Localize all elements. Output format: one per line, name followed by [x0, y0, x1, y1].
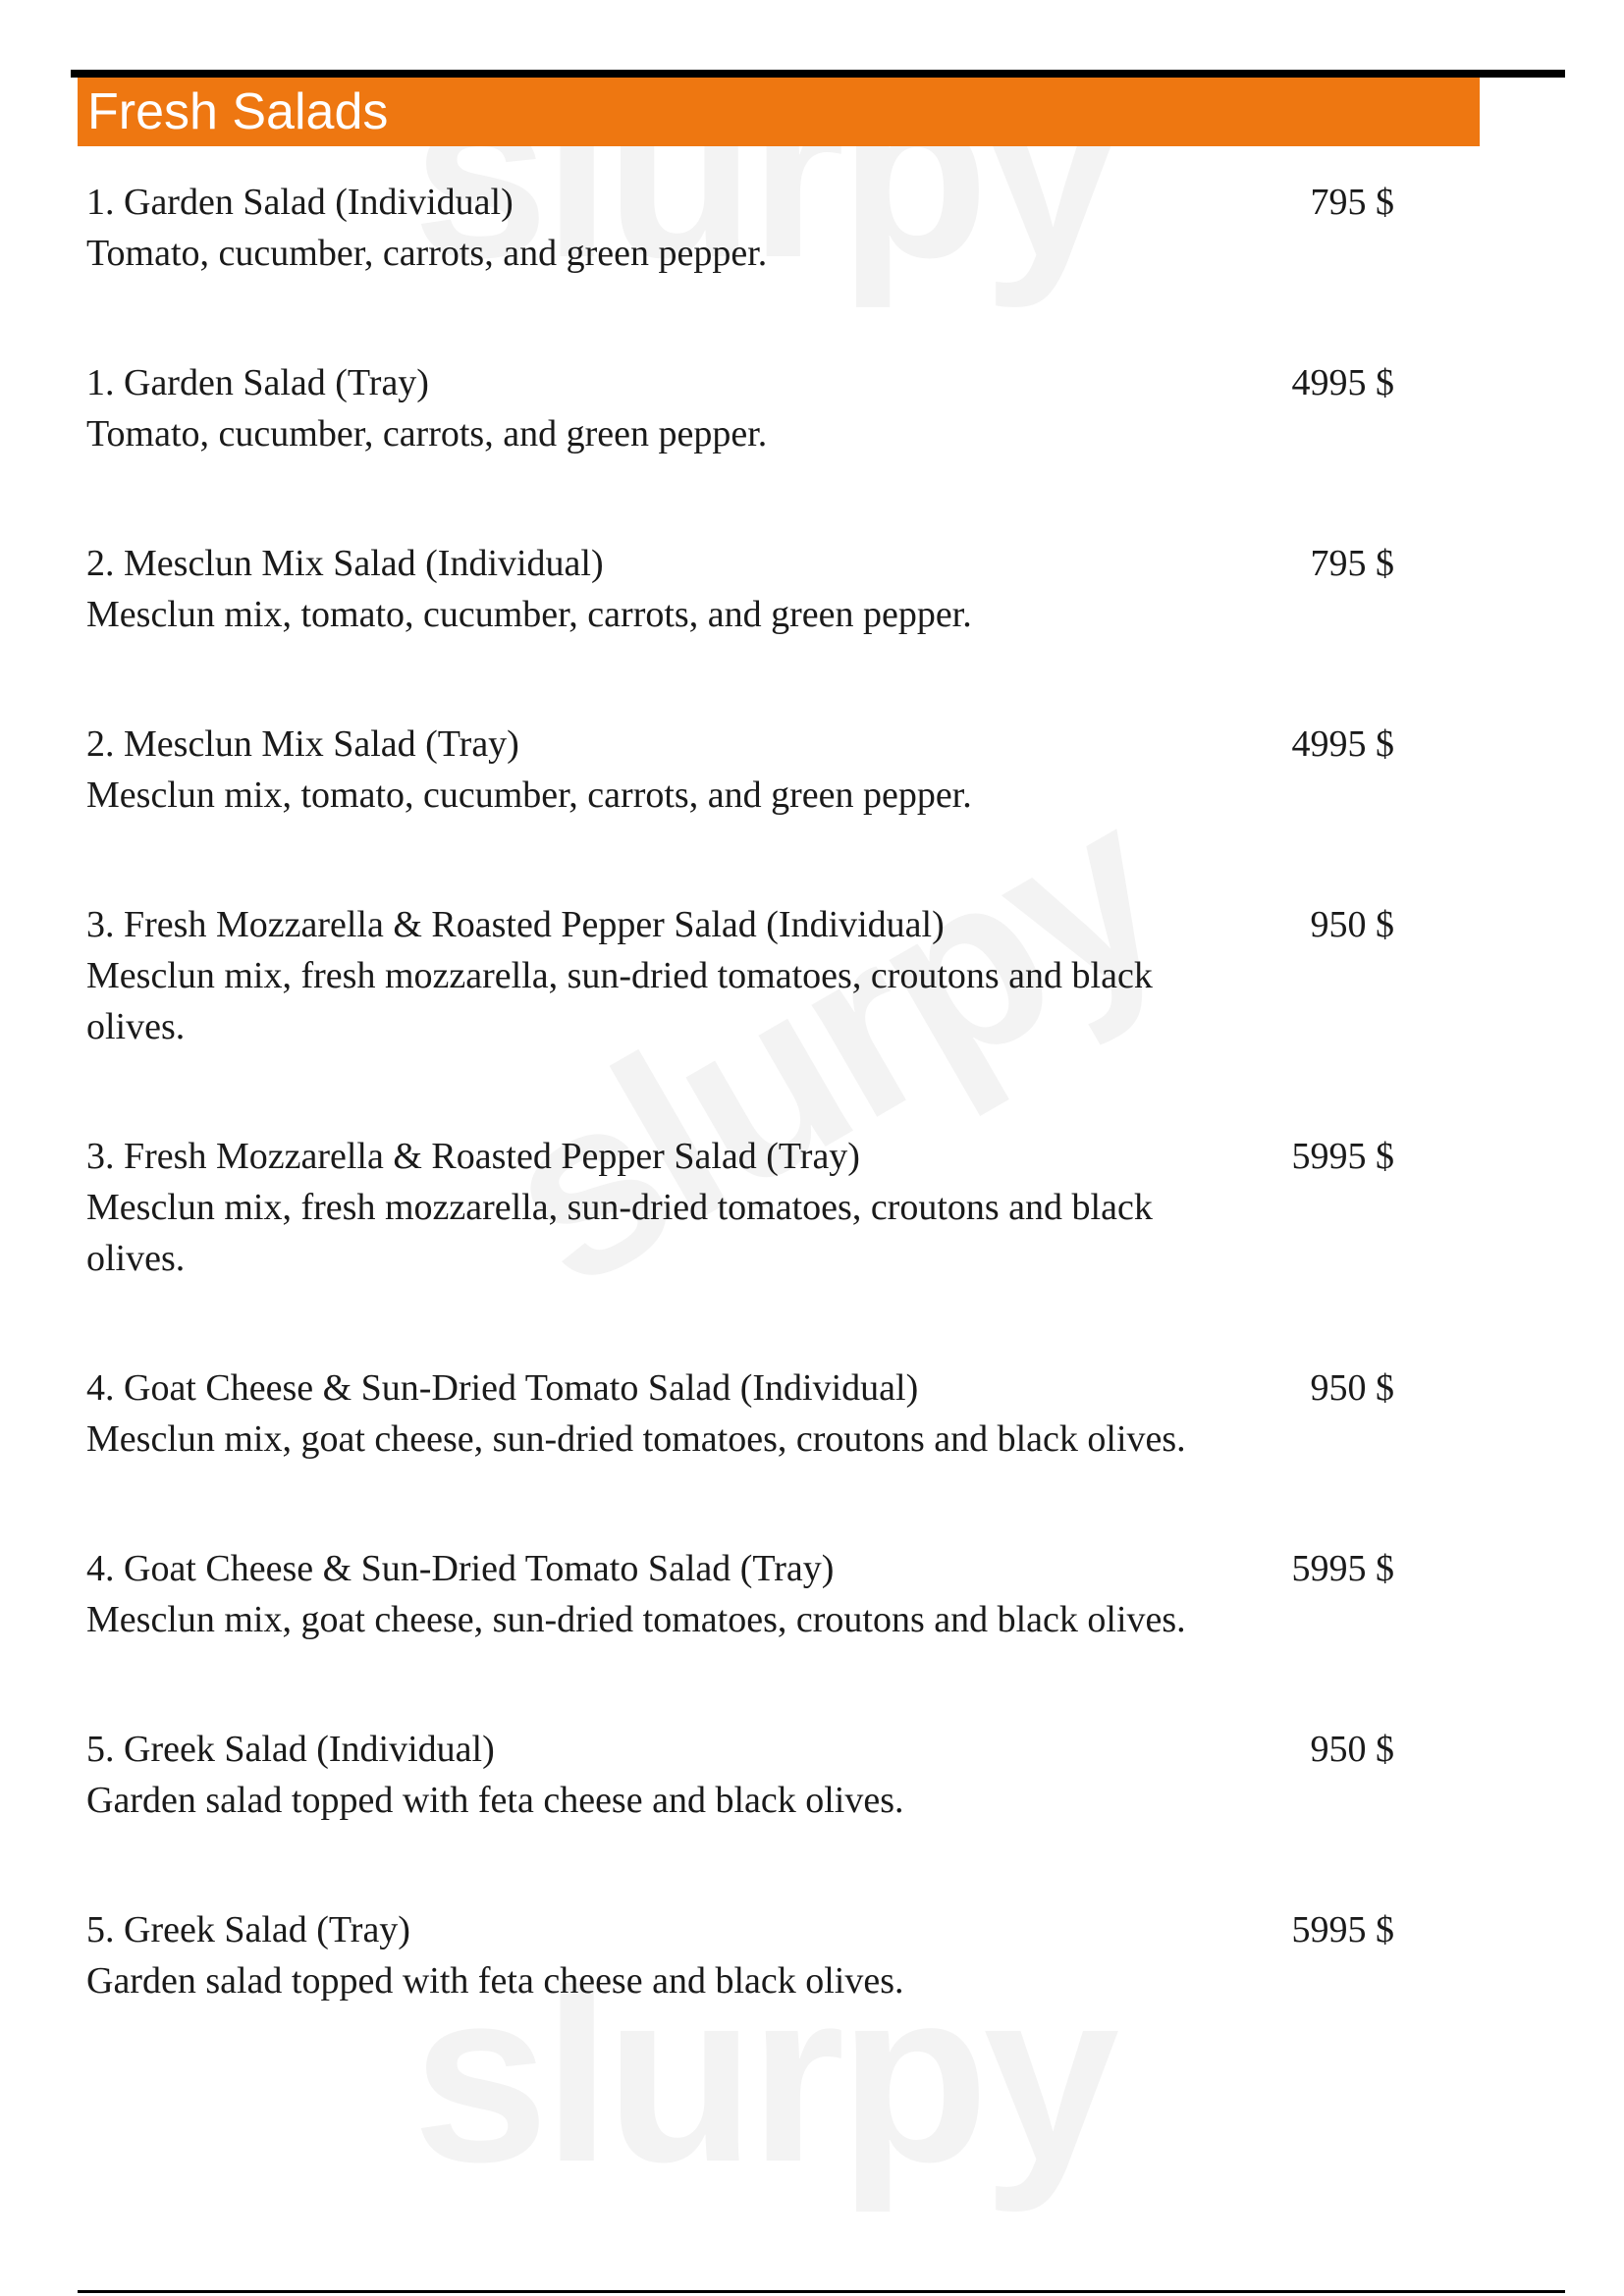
item-price: 5995 $ — [1291, 1909, 1394, 1950]
menu-item — [86, 1543, 1394, 1645]
item-name: 1. Garden Salad (Tray) — [86, 362, 429, 403]
item-description: Tomato, cucumber, carrots, and green pepper. — [86, 233, 768, 274]
item-price: 4995 $ — [1291, 723, 1394, 765]
menu-item — [86, 1362, 1394, 1465]
item-name: 5. Greek Salad (Tray) — [86, 1909, 410, 1950]
item-description: Mesclun mix, goat cheese, sun-dried tomatoes, croutons and black olives. — [86, 1418, 1186, 1460]
item-price: 795 $ — [1310, 182, 1394, 223]
item-description: Garden salad topped with feta cheese and black olives. — [86, 1960, 904, 2002]
item-description: Mesclun mix, goat cheese, sun-dried tomatoes, croutons and black olives. — [86, 1599, 1186, 1640]
section-title: Fresh Salads — [87, 83, 389, 140]
item-name: 5. Greek Salad (Individual) — [86, 1729, 495, 1770]
item-name: 3. Fresh Mozzarella & Roasted Pepper Salad (Individual) — [86, 904, 945, 945]
item-name: 2. Mesclun Mix Salad (Individual) — [86, 543, 604, 584]
menu-item — [86, 357, 1394, 459]
item-name: 4. Goat Cheese & Sun-Dried Tomato Salad (Tray) — [86, 1548, 835, 1589]
menu-item — [86, 1724, 1394, 1826]
menu-list — [86, 177, 1394, 2085]
menu-item — [86, 1131, 1394, 1284]
item-description: Mesclun mix, fresh mozzarella, sun-dried tomatoes, croutons and black olives. — [86, 955, 1153, 1047]
item-description: Mesclun mix, tomato, cucumber, carrots, and green pepper. — [86, 594, 972, 635]
item-description: Mesclun mix, fresh mozzarella, sun-dried tomatoes, croutons and black olives. — [86, 1187, 1153, 1279]
item-name: 3. Fresh Mozzarella & Roasted Pepper Salad (Tray) — [86, 1136, 860, 1177]
top-divider — [71, 70, 1565, 78]
item-price: 950 $ — [1310, 1367, 1394, 1409]
section-header — [78, 78, 1480, 146]
item-description: Mesclun mix, tomato, cucumber, carrots, and green pepper. — [86, 774, 972, 816]
item-price: 5995 $ — [1291, 1548, 1394, 1589]
item-price: 4995 $ — [1291, 362, 1394, 403]
item-price: 950 $ — [1310, 904, 1394, 945]
menu-item — [86, 899, 1394, 1052]
item-name: 4. Goat Cheese & Sun-Dried Tomato Salad (Individual) — [86, 1367, 919, 1409]
menu-item — [86, 1904, 1394, 2006]
item-description: Tomato, cucumber, carrots, and green pepper. — [86, 413, 768, 454]
item-name: 2. Mesclun Mix Salad (Tray) — [86, 723, 519, 765]
menu-item — [86, 538, 1394, 640]
menu-item — [86, 177, 1394, 279]
item-name: 1. Garden Salad (Individual) — [86, 182, 514, 223]
item-description: Garden salad topped with feta cheese and black olives. — [86, 1780, 904, 1821]
item-price: 5995 $ — [1291, 1136, 1394, 1177]
item-price: 950 $ — [1310, 1729, 1394, 1770]
menu-item — [86, 719, 1394, 821]
item-price: 795 $ — [1310, 543, 1394, 584]
bottom-divider — [78, 2290, 1565, 2293]
